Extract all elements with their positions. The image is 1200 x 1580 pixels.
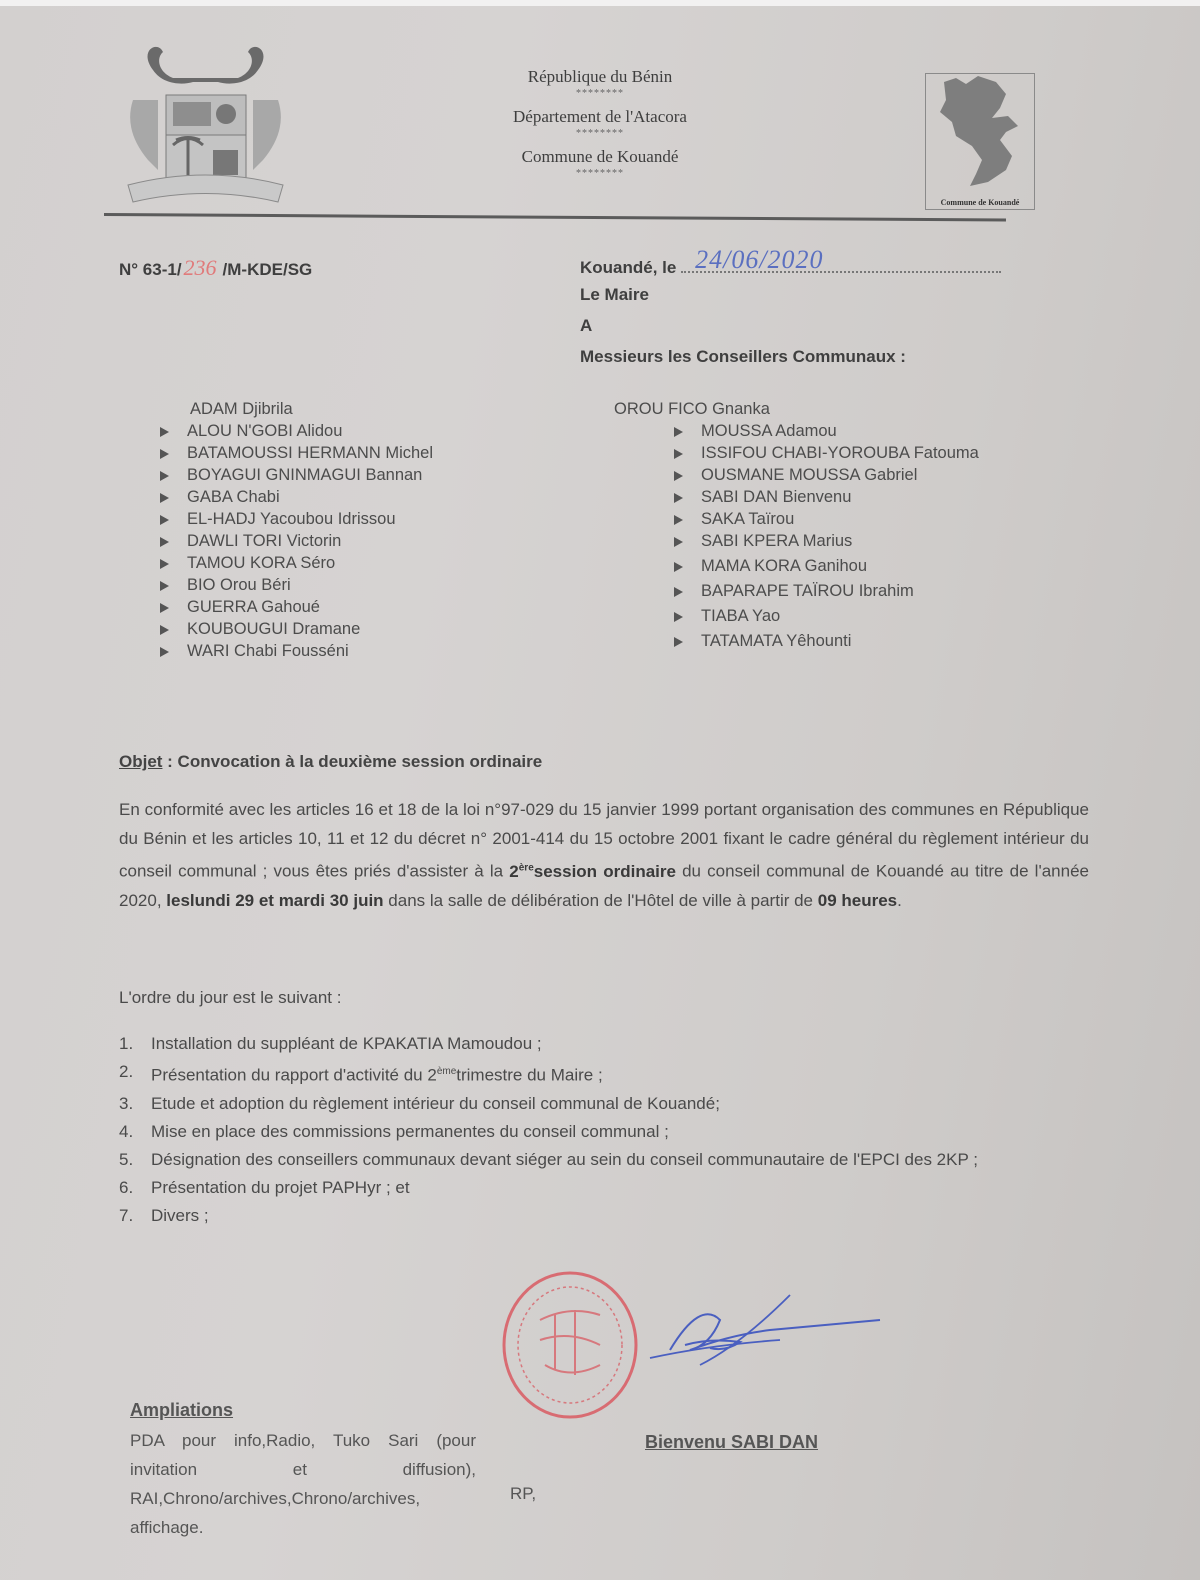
bullet-arrow-icon — [674, 587, 683, 597]
list-item: DAWLI TORI Victorin — [160, 530, 433, 552]
separator: ******** — [576, 168, 624, 179]
separator: ******** — [576, 128, 624, 139]
agenda-item: 1. Installation du suppléant de KPAKATIA Mamoudou ; — [119, 1034, 542, 1053]
signature-icon — [590, 1290, 890, 1380]
agenda-intro: L'ordre du jour est le suivant : — [119, 988, 342, 1007]
list-item: BOYAGUI GNINMAGUI Bannan — [160, 464, 433, 486]
commune-map-icon — [926, 74, 1032, 192]
list-item: BAPARAPE TAÏROU Ibrahim — [674, 580, 979, 602]
bullet-arrow-icon — [674, 427, 683, 437]
reference-number: N° 63-1/236 /M-KDE/SG — [119, 255, 313, 280]
agenda-item: 2. Présentation du rapport d'activité du 2èmetrimestre du Maire ; — [119, 1062, 603, 1085]
handwritten-ref: 236 — [183, 255, 217, 280]
country-name: République du Bénin — [527, 67, 673, 86]
list-item: BIO Orou Béri — [160, 574, 433, 596]
agenda-item: 7. Divers ; — [119, 1205, 209, 1225]
bullet-arrow-icon — [674, 471, 683, 481]
bullet-arrow-icon — [160, 427, 169, 437]
list-item: EL-HADJ Yacoubou Idrissou — [160, 508, 433, 530]
commune-name: Commune de Kouandé — [521, 147, 679, 166]
separator: ******** — [576, 88, 624, 99]
coat-of-arms-icon — [118, 40, 293, 212]
bullet-arrow-icon — [160, 625, 169, 635]
agenda-item: 3. Etude et adoption du règlement intérieur du conseil communal de Kouandé; — [119, 1093, 720, 1113]
list-item: TAMOU KORA Séro — [160, 552, 433, 574]
bullet-arrow-icon — [160, 515, 169, 525]
list-item: OUSMANE MOUSSA Gabriel — [674, 464, 979, 486]
bullet-arrow-icon — [674, 612, 683, 622]
list-item: ISSIFOU CHABI-YOROUBA Fatouma — [674, 442, 979, 464]
bullet-arrow-icon — [674, 449, 683, 459]
header-issuer — [440, 67, 760, 187]
list-item: SAKA Taïrou — [674, 508, 979, 530]
agenda-item: 6. Présentation du projet PAPHyr ; et — [119, 1177, 410, 1197]
bullet-arrow-icon — [160, 449, 169, 459]
body-paragraph: En conformité avec les articles 16 et 18 de la loi n°97-029 du 15 janvier 1999 portant organisation des communes en République du Bénin et les articles 10, 11 et 12 du décret n° 2001-414 du 15 octobre 2001 fixant le cadre général du règlement intérieur du conseil communal ; vous êtes priés d'assister à la 2èresession ordinaire du conseil communal de Kouandé au titre de l'année 2020, leslundi 29 et mardi 30 juin dans la salle de délibération de l'Hôtel de ville à partir de 09 heures. — [119, 800, 1089, 910]
list-item: TIABA Yao — [674, 605, 979, 627]
photo-top-edge — [0, 0, 1200, 6]
department-name: Département de l'Atacora — [513, 107, 687, 126]
commune-map-logo: Commune de Kouandé — [925, 73, 1035, 210]
subject-label: Objet — [119, 752, 163, 771]
bullet-arrow-icon — [160, 581, 169, 591]
bullet-arrow-icon — [160, 603, 169, 613]
list-item: SABI DAN Bienvenu — [674, 486, 979, 508]
subject-text: : Convocation à la deuxième session ordinaire — [162, 752, 543, 771]
header-divider — [104, 213, 1006, 222]
ampliations-text: PDA pour info,Radio, Tuko Sari (pour invitation et diffusion), RAI,Chrono/archives,Chrono/archives, affichage. — [130, 1431, 476, 1537]
bullet-arrow-icon — [674, 562, 683, 572]
agenda-item: 4. Mise en place des commissions permanentes du conseil communal ; — [119, 1121, 669, 1141]
list-item: ALOU N'GOBI Alidou — [160, 420, 433, 442]
ampliations-rp: RP, — [510, 1484, 537, 1503]
list-item: BATAMOUSSI HERMANN Michel — [160, 442, 433, 464]
list-item: WARI Chabi Fousséni — [160, 640, 433, 662]
to-word: A — [580, 316, 593, 335]
sender: Le Maire — [580, 285, 649, 304]
place-date: Kouandé, le 24/06/2020 — [580, 255, 1001, 278]
signer-name: Bienvenu SABI DAN — [645, 1432, 819, 1452]
bullet-arrow-icon — [674, 493, 683, 503]
subject-line — [119, 752, 542, 772]
bullet-arrow-icon — [674, 537, 683, 547]
list-item: MAMA KORA Ganihou — [674, 555, 979, 577]
ampliations-title: Ampliations — [130, 1400, 234, 1420]
councillors-list-right — [614, 398, 979, 652]
list-item: ADAM Djibrila — [190, 400, 293, 418]
bullet-arrow-icon — [160, 493, 169, 503]
list-item: GABA Chabi — [160, 486, 433, 508]
list-item: KOUBOUGUI Dramane — [160, 618, 433, 640]
bullet-arrow-icon — [674, 515, 683, 525]
bullet-arrow-icon — [674, 637, 683, 647]
bullet-arrow-icon — [160, 537, 169, 547]
list-item: GUERRA Gahoué — [160, 596, 433, 618]
bullet-arrow-icon — [160, 559, 169, 569]
list-item: MOUSSA Adamou — [674, 420, 979, 442]
agenda-list — [119, 1030, 1099, 1230]
recipients-title: Messieurs les Conseillers Communaux : — [580, 347, 906, 366]
list-item: SABI KPERA Marius — [674, 530, 979, 552]
councillors-list-left — [187, 398, 434, 662]
list-item: TATAMATA Yêhounti — [674, 630, 979, 652]
handwritten-date: 24/06/2020 — [695, 245, 824, 274]
bullet-arrow-icon — [160, 471, 169, 481]
agenda-item: 5. Désignation des conseillers communaux devant siéger au sein du conseil communautaire de l'EPCI des 2KP ; — [119, 1149, 978, 1169]
bullet-arrow-icon — [160, 647, 169, 657]
list-item: OROU FICO Gnanka — [614, 400, 770, 418]
